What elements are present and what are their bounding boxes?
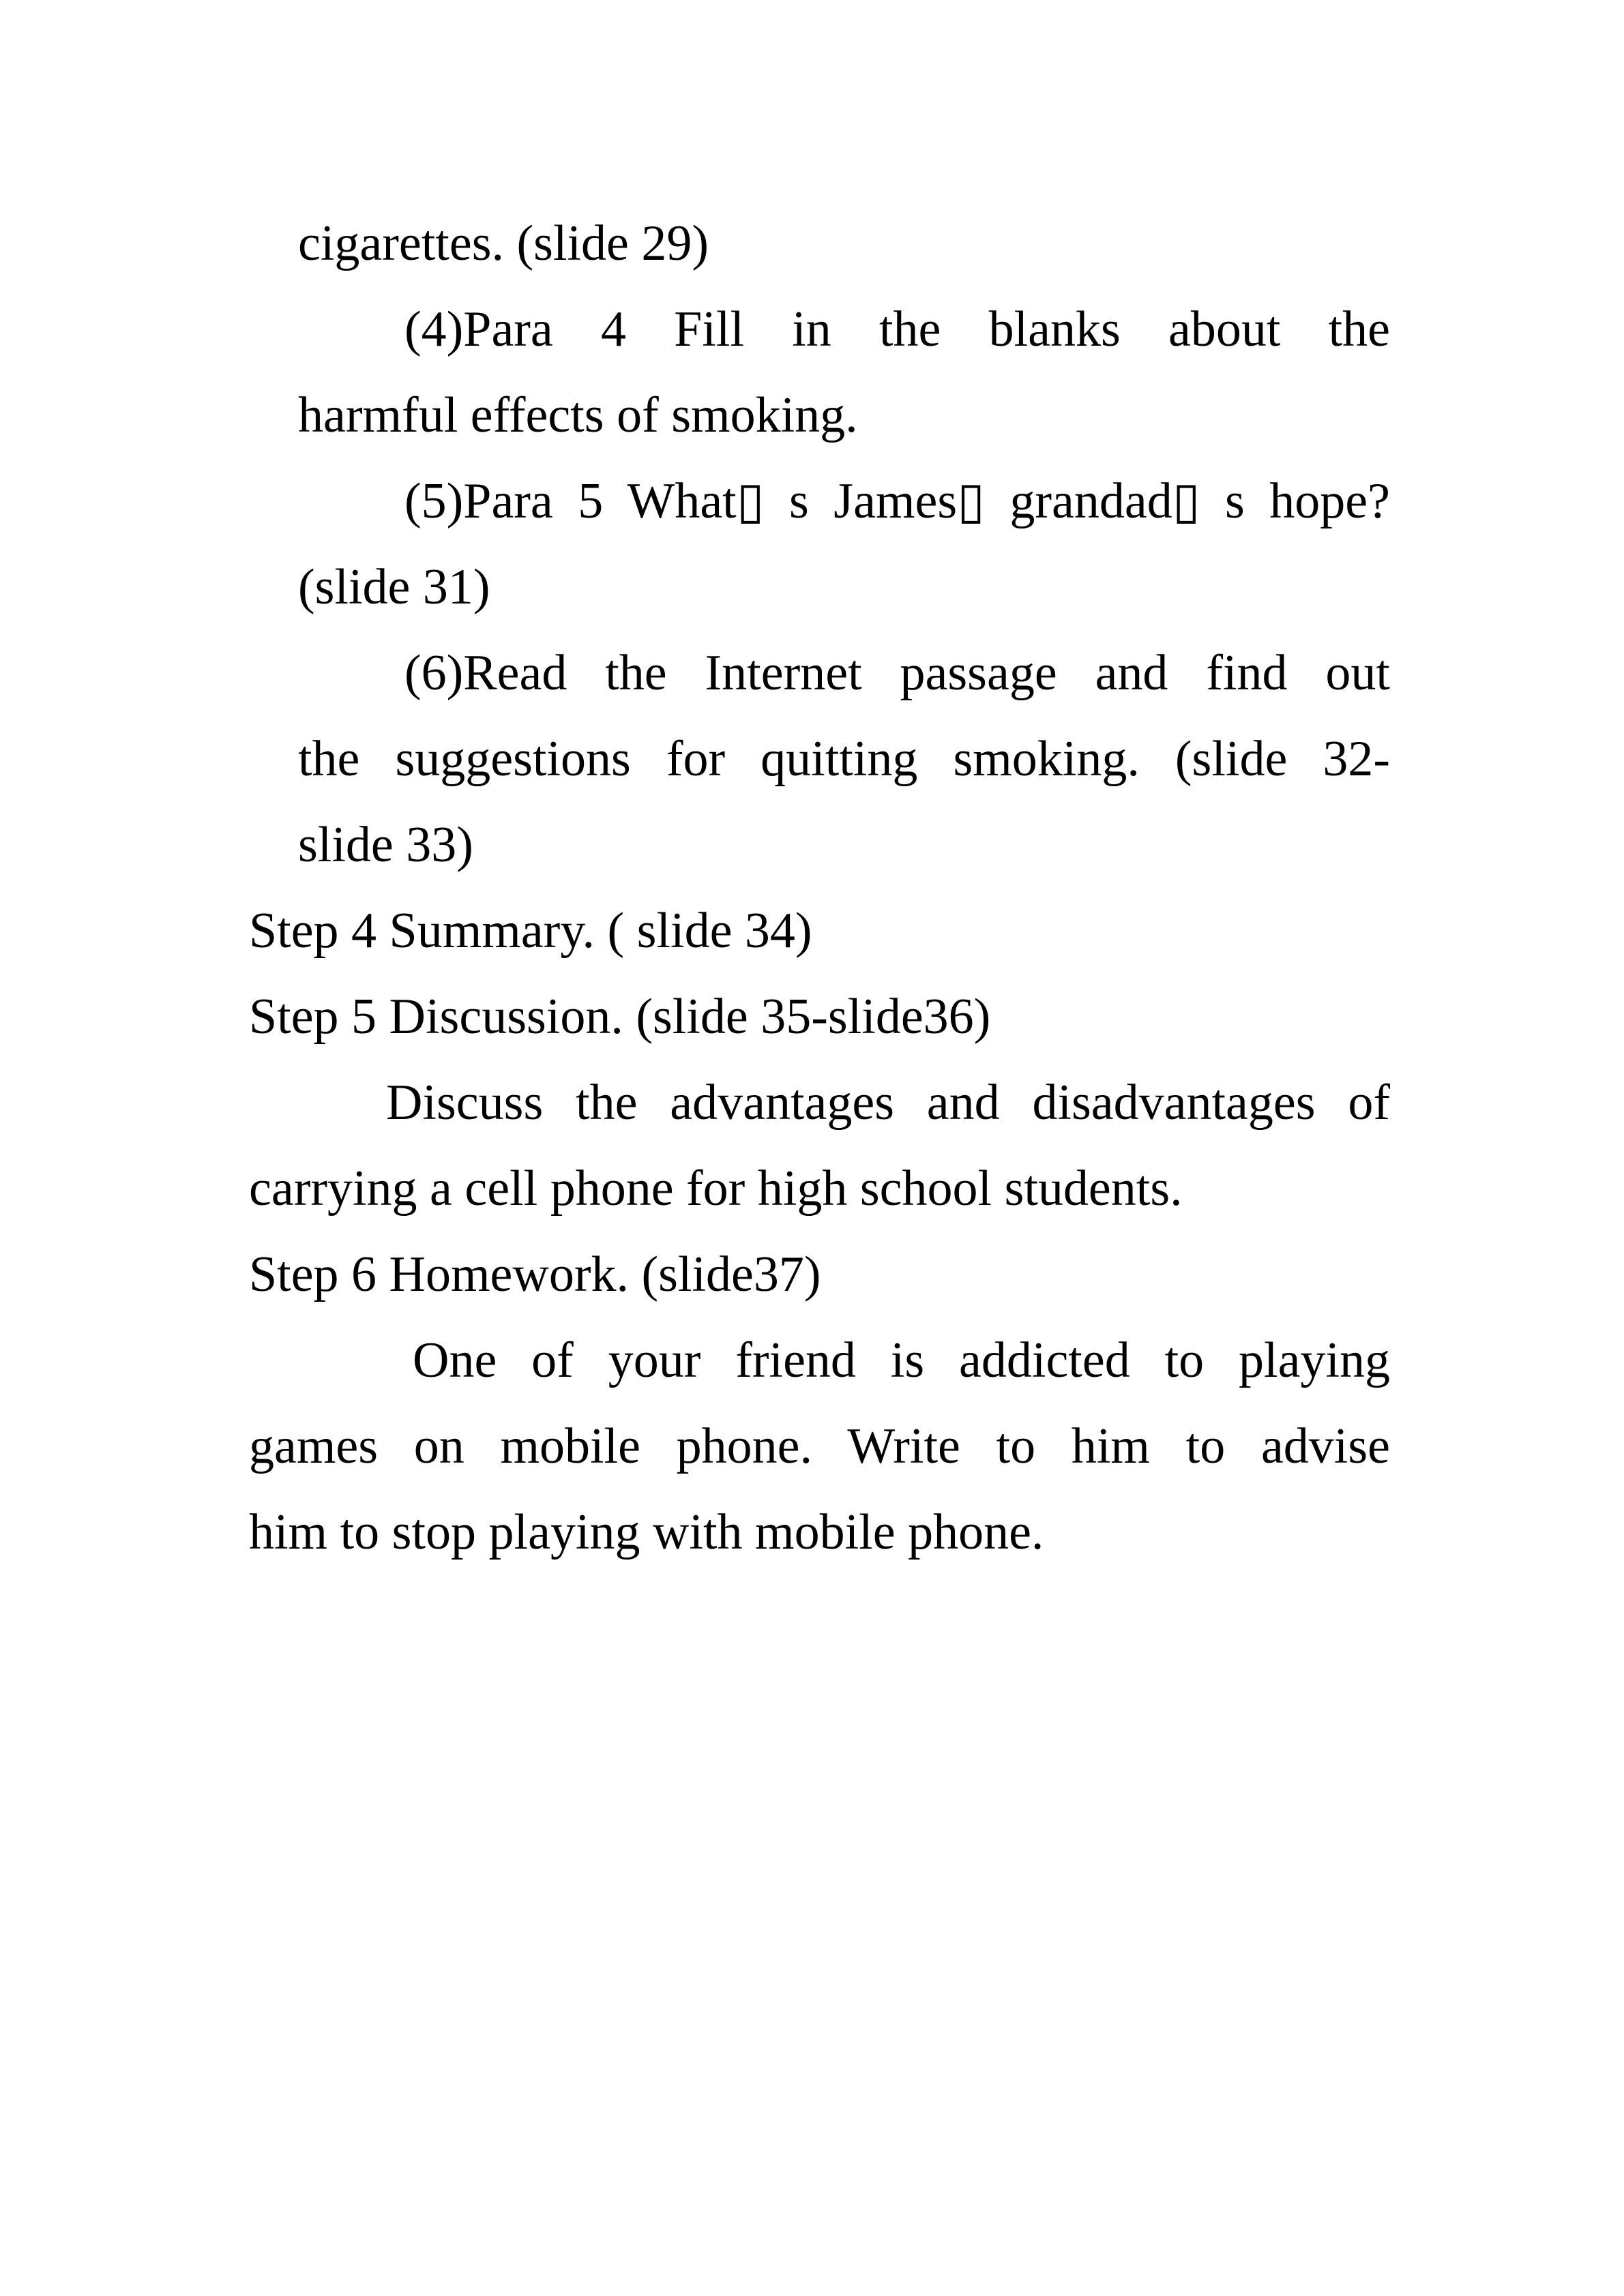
- step-heading: Step 6 Homework. (slide37): [249, 1247, 821, 1302]
- text-line: One of your friend is addicted to playing: [413, 1332, 1390, 1388]
- text-line: the suggestions for quitting smoking. (slide 32-: [298, 731, 1390, 787]
- step-heading: Step 5 Discussion. (slide 35-slide36): [249, 989, 991, 1045]
- text-line: slide 33): [298, 817, 473, 873]
- text-line: cigarettes. (slide 29): [298, 215, 709, 271]
- step-heading: Step 4 Summary. ( slide 34): [249, 903, 812, 959]
- text-line: him to stop playing with mobile phone.: [249, 1504, 1044, 1560]
- text-line: carrying a cell phone for high school students.: [249, 1161, 1183, 1217]
- text-line: (5)Para 5 What▯ s James▯ grandad▯ s hope?: [404, 473, 1390, 529]
- text-line: (4)Para 4 Fill in the blanks about the: [404, 301, 1390, 357]
- text-line: (slide 31): [298, 559, 490, 615]
- text-line: harmful effects of smoking.: [298, 387, 858, 443]
- text-line: Discuss the advantages and disadvantages of: [386, 1075, 1390, 1131]
- text-line: (6)Read the Internet passage and find out: [404, 645, 1390, 701]
- text-line: games on mobile phone. Write to him to advise: [249, 1418, 1390, 1474]
